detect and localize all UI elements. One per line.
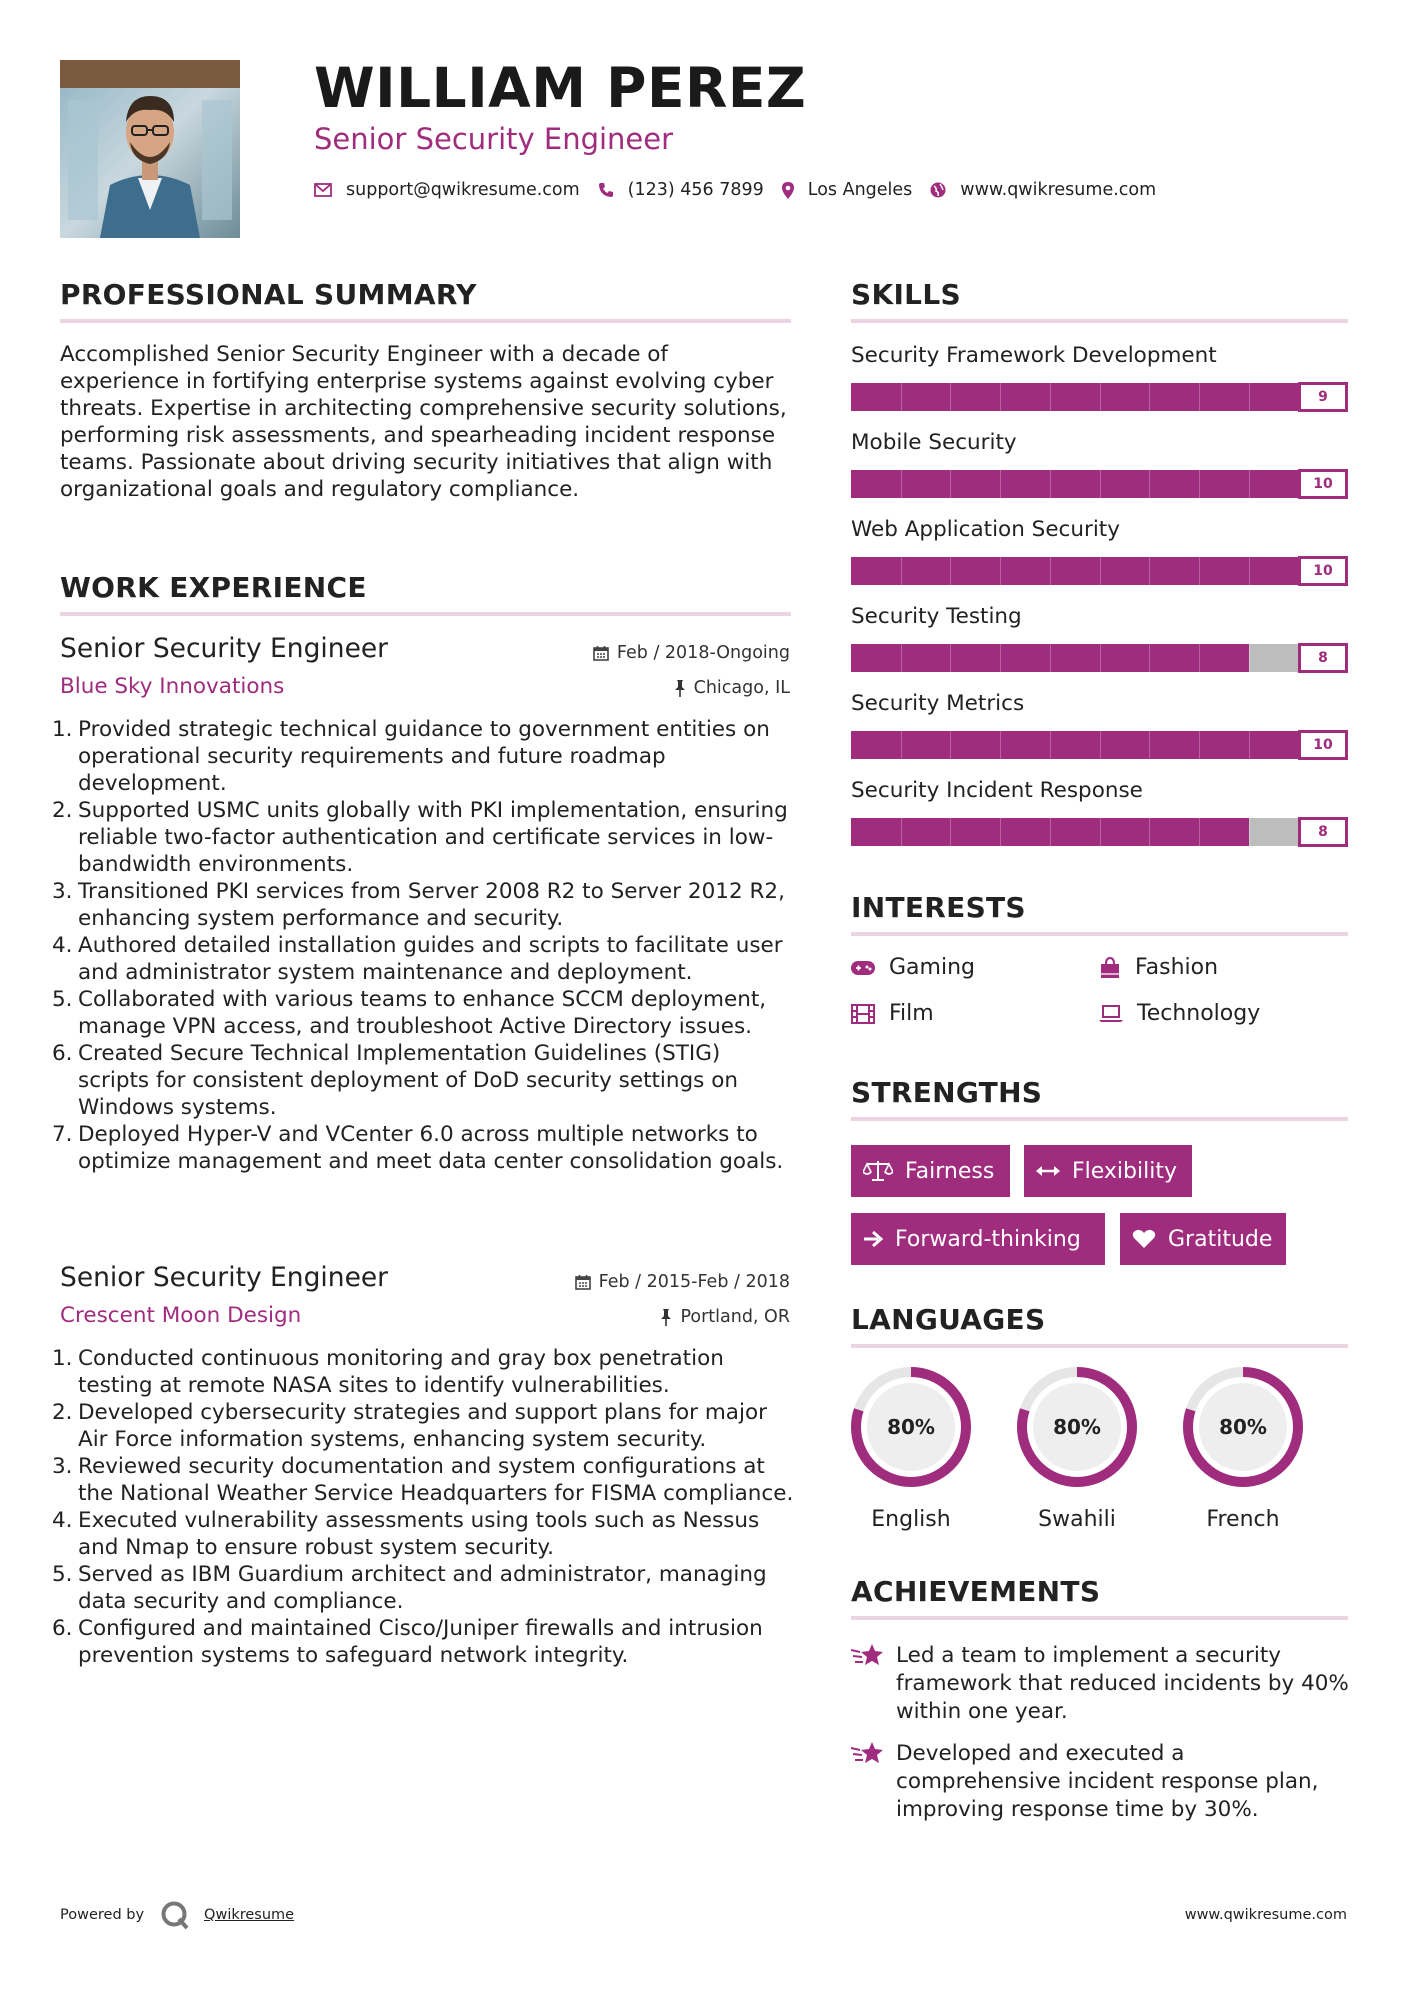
strength-label: Flexibility bbox=[1072, 1158, 1177, 1184]
language-name: Swahili bbox=[1038, 1507, 1116, 1532]
skill-bar-divider bbox=[1000, 818, 1001, 846]
skill-level-badge: 10 bbox=[1298, 730, 1348, 760]
language-ring bbox=[849, 1365, 973, 1489]
skill-bar-divider bbox=[1249, 470, 1250, 498]
skill-name: Security Incident Response bbox=[851, 778, 1143, 803]
skill-bar-divider bbox=[1100, 557, 1101, 585]
skill-bar-divider bbox=[1149, 644, 1150, 672]
skill-bar-divider bbox=[1000, 383, 1001, 411]
phone-text: (123) 456 7899 bbox=[627, 180, 764, 200]
skill-bar-divider bbox=[1050, 470, 1051, 498]
website-text: www.qwikresume.com bbox=[960, 180, 1157, 200]
skill-bar bbox=[851, 818, 1348, 846]
languages-heading: LANGUAGES bbox=[851, 1303, 1046, 1336]
skill-bar-divider bbox=[1199, 644, 1200, 672]
skill-bar-divider bbox=[1050, 818, 1051, 846]
language-french bbox=[1181, 1365, 1305, 1532]
skill-bar bbox=[851, 557, 1348, 585]
experience-heading: WORK EXPERIENCE bbox=[60, 571, 367, 604]
skill-bar-divider bbox=[950, 731, 951, 759]
interests-heading: INTERESTS bbox=[851, 891, 1026, 924]
skill-level-badge: 8 bbox=[1298, 817, 1348, 847]
skill-bar-divider bbox=[1199, 470, 1200, 498]
skill-bar-divider bbox=[1050, 557, 1051, 585]
strengths-divider bbox=[851, 1117, 1348, 1121]
skill-bar-divider bbox=[1149, 557, 1150, 585]
skill-bar-divider bbox=[901, 644, 902, 672]
language-percent: 80% bbox=[1219, 1415, 1267, 1439]
experience-divider bbox=[60, 612, 791, 616]
language-swahili bbox=[1015, 1365, 1139, 1532]
achievements-divider bbox=[851, 1616, 1348, 1620]
list-item: 1. Provided strategic technical guidance to government entities on operational security requirements and future roadmap development. bbox=[52, 717, 770, 796]
skill-bar-divider bbox=[1199, 557, 1200, 585]
skill-bar-divider bbox=[950, 383, 951, 411]
skill-bar-divider bbox=[901, 818, 902, 846]
list-item: 3. Reviewed security documentation and system configurations at the National Weather Service Headquarters for FISMA compliance. bbox=[52, 1454, 794, 1506]
interest-technology bbox=[1099, 1001, 1260, 1026]
skill-bar-divider bbox=[1100, 731, 1101, 759]
job-location bbox=[674, 678, 790, 698]
email-text: support@qwikresume.com bbox=[346, 180, 580, 200]
skill-bar-divider bbox=[1100, 470, 1101, 498]
skill-bar bbox=[851, 383, 1348, 411]
strength-flexibility bbox=[1024, 1145, 1192, 1197]
interest-label: Gaming bbox=[889, 955, 975, 980]
skill-bar-divider bbox=[1199, 383, 1200, 411]
skill-bar-divider bbox=[1249, 644, 1250, 672]
powered-by-text: Powered by bbox=[60, 1907, 145, 1923]
skills-divider bbox=[851, 319, 1348, 323]
skill-bar-divider bbox=[1000, 557, 1001, 585]
skill-bar-divider bbox=[1000, 470, 1001, 498]
summary-text: Accomplished Senior Security Engineer with a decade of experience in fortifying enterprise systems against evolving cyber threats. Expertise in architecting comprehensive security solutions, performing risk assessments, and spearheading incident response teams. Passionate about driving security initiatives that align with organizational goals and regulatory compliance. bbox=[60, 342, 787, 502]
skill-bar-divider bbox=[901, 470, 902, 498]
skill-bar-divider bbox=[950, 644, 951, 672]
interest-label: Technology bbox=[1137, 1001, 1261, 1026]
skill-bar-divider bbox=[1199, 818, 1200, 846]
strength-label: Gratitude bbox=[1168, 1226, 1273, 1252]
qwikresume-logo-icon bbox=[160, 1900, 190, 1930]
skill-bar-divider bbox=[1100, 383, 1101, 411]
shooting-star-icon bbox=[851, 1740, 885, 1774]
list-item: 6. Created Secure Technical Implementation Guidelines (STIG) scripts for consistent deployment of DoD security settings on Windows systems. bbox=[52, 1041, 738, 1120]
job-title: Senior Security Engineer bbox=[60, 633, 389, 664]
contact-bar bbox=[314, 180, 1174, 200]
shopping-bag-icon bbox=[1099, 957, 1121, 979]
skill-bar-divider bbox=[901, 557, 902, 585]
footer-url[interactable]: www.qwikresume.com bbox=[1184, 1907, 1347, 1923]
achievement-item bbox=[851, 1642, 1351, 1726]
language-ring bbox=[1015, 1365, 1139, 1489]
list-item: 4. Authored detailed installation guides and scripts to facilitate user and administrator system maintenance and deployment. bbox=[52, 933, 783, 985]
job-location-text: Portland, OR bbox=[680, 1307, 790, 1327]
film-icon bbox=[851, 1004, 875, 1024]
language-percent: 80% bbox=[1053, 1415, 1101, 1439]
skill-name: Web Application Security bbox=[851, 517, 1120, 542]
skill-level-badge: 10 bbox=[1298, 556, 1348, 586]
list-item: 1. Conducted continuous monitoring and gray box penetration testing at remote NASA sites to identify vulnerabilities. bbox=[52, 1346, 724, 1398]
pushpin-icon bbox=[674, 680, 686, 697]
skill-bar-divider bbox=[1249, 557, 1250, 585]
skill-level-badge: 8 bbox=[1298, 643, 1348, 673]
achievement-item bbox=[851, 1740, 1351, 1824]
interest-label: Film bbox=[889, 1001, 934, 1026]
achievements-heading: ACHIEVEMENTS bbox=[851, 1575, 1101, 1608]
envelope-icon bbox=[314, 183, 332, 197]
interest-label: Fashion bbox=[1135, 955, 1219, 980]
job-bullets bbox=[52, 1345, 797, 1669]
calendar-icon bbox=[575, 1274, 591, 1290]
language-name: English bbox=[871, 1507, 951, 1532]
strength-forward-thinking bbox=[851, 1213, 1105, 1265]
strength-fairness bbox=[851, 1145, 1010, 1197]
language-english bbox=[849, 1365, 973, 1532]
skill-bar-divider bbox=[1149, 818, 1150, 846]
laptop-icon bbox=[1099, 1005, 1123, 1023]
language-name: French bbox=[1206, 1507, 1280, 1532]
candidate-name: WILLIAM PEREZ bbox=[314, 56, 807, 120]
qwikresume-link[interactable]: Qwikresume bbox=[204, 1907, 295, 1923]
skills-heading: SKILLS bbox=[851, 278, 961, 311]
shooting-star-icon bbox=[851, 1642, 885, 1676]
list-item: 3. Transitioned PKI services from Server 2008 R2 to Server 2012 R2, enhancing system performance and security. bbox=[52, 879, 785, 931]
skill-bar-divider bbox=[950, 470, 951, 498]
skill-bar bbox=[851, 644, 1348, 672]
strength-label: Fairness bbox=[905, 1158, 995, 1184]
footer-powered-by bbox=[60, 1900, 294, 1930]
skill-bar-divider bbox=[1249, 383, 1250, 411]
language-percent: 80% bbox=[887, 1415, 935, 1439]
job-title: Senior Security Engineer bbox=[60, 1262, 389, 1293]
skill-bar bbox=[851, 731, 1348, 759]
profile-photo bbox=[60, 60, 240, 238]
skill-name: Security Framework Development bbox=[851, 343, 1217, 368]
job-bullets bbox=[52, 716, 797, 1175]
job-company: Crescent Moon Design bbox=[60, 1303, 302, 1328]
skill-bar-divider bbox=[1149, 731, 1150, 759]
location-text: Los Angeles bbox=[807, 180, 913, 200]
language-ring bbox=[1181, 1365, 1305, 1489]
candidate-role: Senior Security Engineer bbox=[314, 122, 674, 156]
arrows-horizontal-icon bbox=[1036, 1164, 1060, 1178]
job-company: Blue Sky Innovations bbox=[60, 674, 285, 699]
contact-website[interactable] bbox=[930, 180, 1156, 200]
calendar-icon bbox=[593, 645, 609, 661]
skill-name: Security Testing bbox=[851, 604, 1022, 629]
interests-divider bbox=[851, 932, 1348, 936]
skill-level-badge: 9 bbox=[1298, 382, 1348, 412]
phone-icon bbox=[598, 182, 614, 198]
list-item: 2. Supported USMC units globally with PKI implementation, ensuring reliable two-factor authentication and certificate services in low-bandwidth environments. bbox=[52, 798, 788, 877]
skill-name: Security Metrics bbox=[851, 691, 1025, 716]
skill-bar bbox=[851, 470, 1348, 498]
languages-divider bbox=[851, 1344, 1348, 1348]
list-item: 5. Collaborated with various teams to enhance SCCM deployment, manage VPN access, and troubleshoot Active Directory issues. bbox=[52, 987, 767, 1039]
list-item: 2. Developed cybersecurity strategies and support plans for major Air Force information systems, enhancing system security. bbox=[52, 1400, 767, 1452]
strengths-heading: STRENGTHS bbox=[851, 1076, 1043, 1109]
summary-heading: PROFESSIONAL SUMMARY bbox=[60, 278, 477, 311]
skill-level-badge: 10 bbox=[1298, 469, 1348, 499]
skill-bar-divider bbox=[901, 731, 902, 759]
arrow-right-icon bbox=[863, 1230, 883, 1248]
skill-bar-divider bbox=[1149, 470, 1150, 498]
list-item: 6. Configured and maintained Cisco/Juniper firewalls and intrusion prevention systems to safeguard network integrity. bbox=[52, 1616, 763, 1668]
skill-bar-divider bbox=[950, 557, 951, 585]
globe-icon bbox=[930, 182, 946, 198]
skill-name: Mobile Security bbox=[851, 430, 1017, 455]
job-dates-text: Feb / 2018-Ongoing bbox=[616, 643, 790, 663]
skill-bar-divider bbox=[1199, 731, 1200, 759]
contact-email[interactable] bbox=[314, 180, 580, 200]
skill-bar-divider bbox=[1050, 731, 1051, 759]
skill-bar-divider bbox=[1000, 731, 1001, 759]
skill-bar-divider bbox=[1050, 644, 1051, 672]
skill-bar-divider bbox=[1249, 818, 1250, 846]
gamepad-icon bbox=[851, 961, 875, 975]
skill-bar-fill bbox=[851, 383, 1298, 411]
job-dates bbox=[575, 1272, 790, 1292]
map-marker-icon bbox=[782, 182, 794, 199]
list-item: 7. Deployed Hyper-V and VCenter 6.0 across multiple networks to optimize management and meet data center consolidation goals. bbox=[52, 1122, 784, 1174]
job-dates bbox=[593, 643, 790, 663]
skill-bar-divider bbox=[1050, 383, 1051, 411]
interest-gaming bbox=[851, 955, 975, 980]
skill-bar-divider bbox=[1100, 818, 1101, 846]
job-dates-text: Feb / 2015-Feb / 2018 bbox=[598, 1272, 790, 1292]
skill-bar-divider bbox=[1100, 644, 1101, 672]
achievement-text: Developed and executed a comprehensive incident response plan, improving response time by 30%. bbox=[896, 1741, 1319, 1822]
list-item: 4. Executed vulnerability assessments using tools such as Nessus and Nmap to ensure robust system security. bbox=[52, 1508, 760, 1560]
balance-scale-icon bbox=[863, 1160, 893, 1182]
skill-bar-divider bbox=[1249, 731, 1250, 759]
interest-fashion bbox=[1099, 955, 1218, 980]
heart-icon bbox=[1132, 1229, 1156, 1249]
skill-bar-divider bbox=[1000, 644, 1001, 672]
strength-label: Forward-thinking bbox=[895, 1226, 1081, 1252]
skill-bar-divider bbox=[901, 383, 902, 411]
strength-gratitude bbox=[1120, 1213, 1286, 1265]
skill-bar-divider bbox=[950, 818, 951, 846]
interest-film bbox=[851, 1001, 934, 1026]
pushpin-icon bbox=[660, 1309, 672, 1326]
contact-location bbox=[782, 180, 913, 200]
job-location-text: Chicago, IL bbox=[693, 678, 790, 698]
summary-divider bbox=[60, 319, 791, 323]
job-location bbox=[660, 1307, 790, 1327]
contact-phone[interactable] bbox=[598, 180, 764, 200]
achievement-text: Led a team to implement a security framework that reduced incidents by 40% within one year. bbox=[896, 1643, 1349, 1724]
skill-bar-divider bbox=[1149, 383, 1150, 411]
list-item: 5. Served as IBM Guardium architect and administrator, managing data security and compliance. bbox=[52, 1562, 767, 1614]
